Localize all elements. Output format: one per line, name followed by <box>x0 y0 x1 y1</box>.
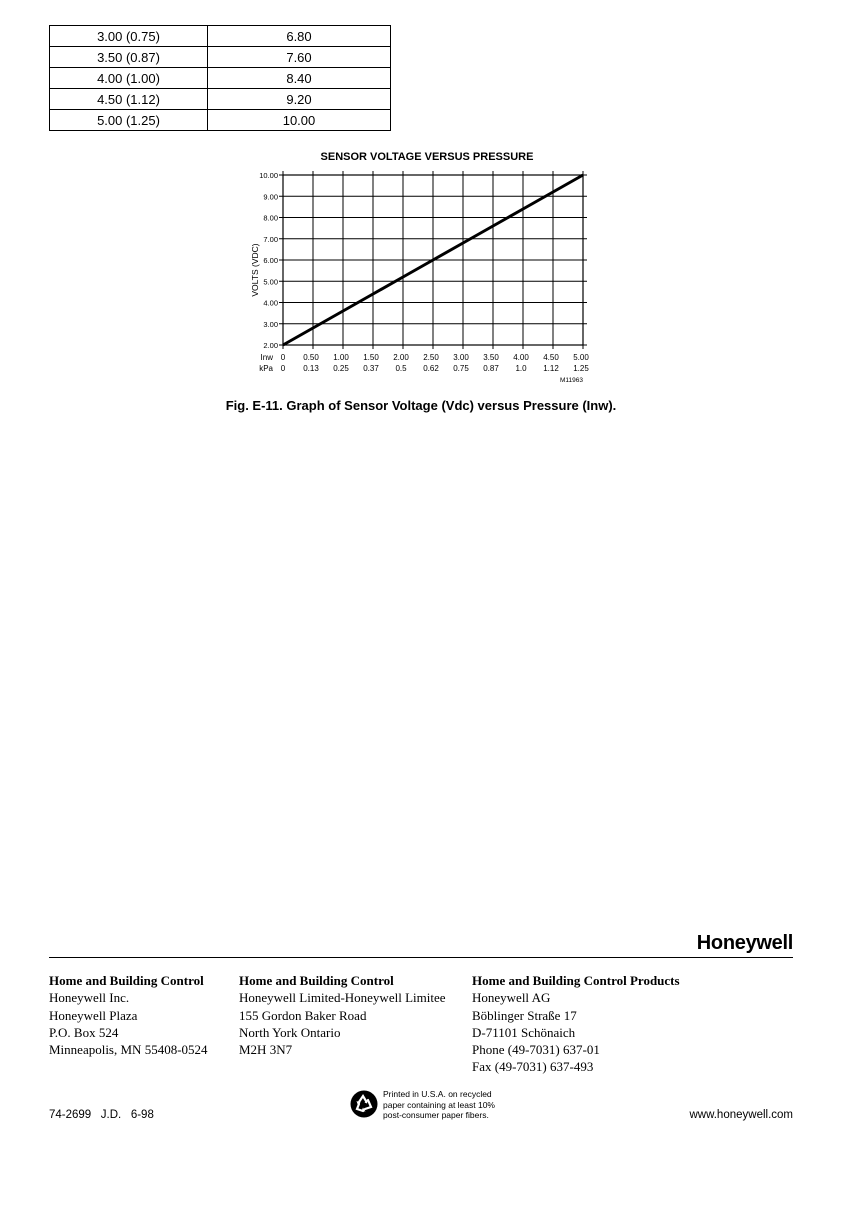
x-tick-label-kpa: 0.37 <box>363 364 379 373</box>
address-line: North York Ontario <box>239 1024 341 1040</box>
address-line: Honeywell AG <box>472 990 551 1006</box>
figure-caption: Fig. E-11. Graph of Sensor Voltage (Vdc) versus Pressure (Inw). <box>225 398 617 413</box>
note-line: post-consumer paper fibers. <box>383 1110 489 1120</box>
address-line: Böblinger Straße 17 <box>472 1007 577 1023</box>
address-block-us <box>49 972 208 1058</box>
pressure-cell: 3.00 (0.75) <box>50 26 208 47</box>
y-tick-label: 4.00 <box>263 298 278 308</box>
data-point <box>462 242 464 244</box>
data-point <box>402 276 404 278</box>
data-point <box>312 327 314 329</box>
x-tick-label-inw: 4.00 <box>513 353 529 362</box>
voltage-cell: 6.80 <box>208 26 391 47</box>
x-tick-label-kpa: 0.87 <box>483 364 499 373</box>
x-tick-label-inw: 3.00 <box>453 353 469 362</box>
data-point <box>372 293 374 295</box>
voltage-cell: 8.40 <box>208 68 391 89</box>
y-tick-label: 8.00 <box>263 213 278 223</box>
sensor-voltage-chart <box>0 0 867 395</box>
x-tick-label-inw: 0 <box>280 353 286 362</box>
address-line: Honeywell Inc. <box>49 990 130 1006</box>
y-tick-label: 10.00 <box>259 171 278 180</box>
y-tick-label: 3.00 <box>263 319 278 329</box>
x-tick-label-inw: 3.50 <box>483 353 499 362</box>
x-axis-label-inw: Inw <box>260 353 273 362</box>
address-heading: Home and Building Control <box>239 973 394 988</box>
data-point <box>582 174 584 176</box>
x-axis-ticks <box>281 353 590 373</box>
x-tick-label-inw: 2.50 <box>423 353 439 362</box>
address-line: Phone (49-7031) 637-01 <box>472 1042 600 1058</box>
pressure-cell: 5.00 (1.25) <box>50 110 208 131</box>
address-line: Fax (49-7031) 637-493 <box>472 1059 594 1075</box>
y-tick-label: 6.00 <box>263 256 278 265</box>
x-tick-label-inw: 1.50 <box>363 353 379 362</box>
address-heading: Home and Building Control Products <box>472 973 680 988</box>
note-line: Printed in U.S.A. on recycled <box>383 1089 492 1099</box>
address-heading: Home and Building Control <box>49 973 204 988</box>
x-tick-label-inw: 5.00 <box>573 353 589 362</box>
data-point <box>342 310 344 312</box>
website-link[interactable]: www.honeywell.com <box>689 1109 793 1121</box>
y-tick-label: 5.00 <box>263 277 278 287</box>
data-point <box>282 344 284 346</box>
x-tick-label-kpa: 1.12 <box>543 364 559 373</box>
x-tick-label-kpa: 0.5 <box>395 364 407 373</box>
address-line: P.O. Box 524 <box>49 1024 119 1040</box>
voltage-cell: 10.00 <box>208 110 391 131</box>
address-line: Honeywell Limited-Honeywell Limitee <box>239 990 446 1006</box>
x-tick-label-kpa: 0.25 <box>333 364 349 373</box>
data-point <box>432 259 434 261</box>
data-point <box>552 191 554 193</box>
x-tick-label-inw: 1.00 <box>333 353 349 362</box>
y-tick-label: 9.00 <box>263 192 278 202</box>
honeywell-logo: Honeywell <box>696 932 793 954</box>
data-point <box>522 208 524 210</box>
x-tick-label-inw: 2.00 <box>393 353 409 362</box>
pressure-cell: 3.50 (0.87) <box>50 47 208 68</box>
x-tick-label-inw: 0.50 <box>303 353 319 362</box>
data-point <box>492 225 494 227</box>
footer-divider <box>49 957 793 958</box>
address-line: M2H 3N7 <box>239 1042 293 1058</box>
y-tick-label: 7.00 <box>263 234 278 244</box>
address-line: Minneapolis, MN 55408-0524 <box>49 1042 208 1058</box>
x-tick-label-kpa: 0.13 <box>303 364 319 373</box>
pressure-cell: 4.00 (1.00) <box>50 68 208 89</box>
x-tick-label-inw: 4.50 <box>543 353 559 362</box>
recycled-paper-note <box>383 1089 495 1121</box>
x-tick-label-kpa: 1.25 <box>573 364 589 373</box>
x-axis-label-kpa: kPa <box>259 364 273 373</box>
address-line: D-71101 Schönaich <box>472 1024 576 1040</box>
address-line: 155 Gordon Baker Road <box>239 1007 367 1023</box>
recycle-icon <box>350 1090 378 1118</box>
x-tick-label-kpa: 0.75 <box>453 364 469 373</box>
y-axis-label: VOLTS (VDC) <box>250 243 260 297</box>
address-line: Honeywell Plaza <box>49 1007 138 1023</box>
voltage-cell: 9.20 <box>208 89 391 110</box>
note-line: paper containing at least 10% <box>383 1099 495 1110</box>
pressure-cell: 4.50 (1.12) <box>50 89 208 110</box>
figure-id: M11963 <box>559 377 583 384</box>
x-tick-label-kpa: 0.62 <box>423 364 439 373</box>
y-axis-ticks <box>259 171 278 350</box>
address-block-canada <box>239 972 446 1058</box>
y-tick-label: 2.00 <box>263 341 278 350</box>
x-tick-label-kpa: 1.0 <box>515 364 527 373</box>
x-tick-label-kpa: 0 <box>280 364 286 373</box>
address-block-germany <box>472 972 680 1076</box>
chart-title: SENSOR VOLTAGE VERSUS PRESSURE <box>320 151 534 163</box>
document-number: 74-2699 J.D. 6-98 <box>49 1109 154 1121</box>
voltage-cell: 7.60 <box>208 47 391 68</box>
